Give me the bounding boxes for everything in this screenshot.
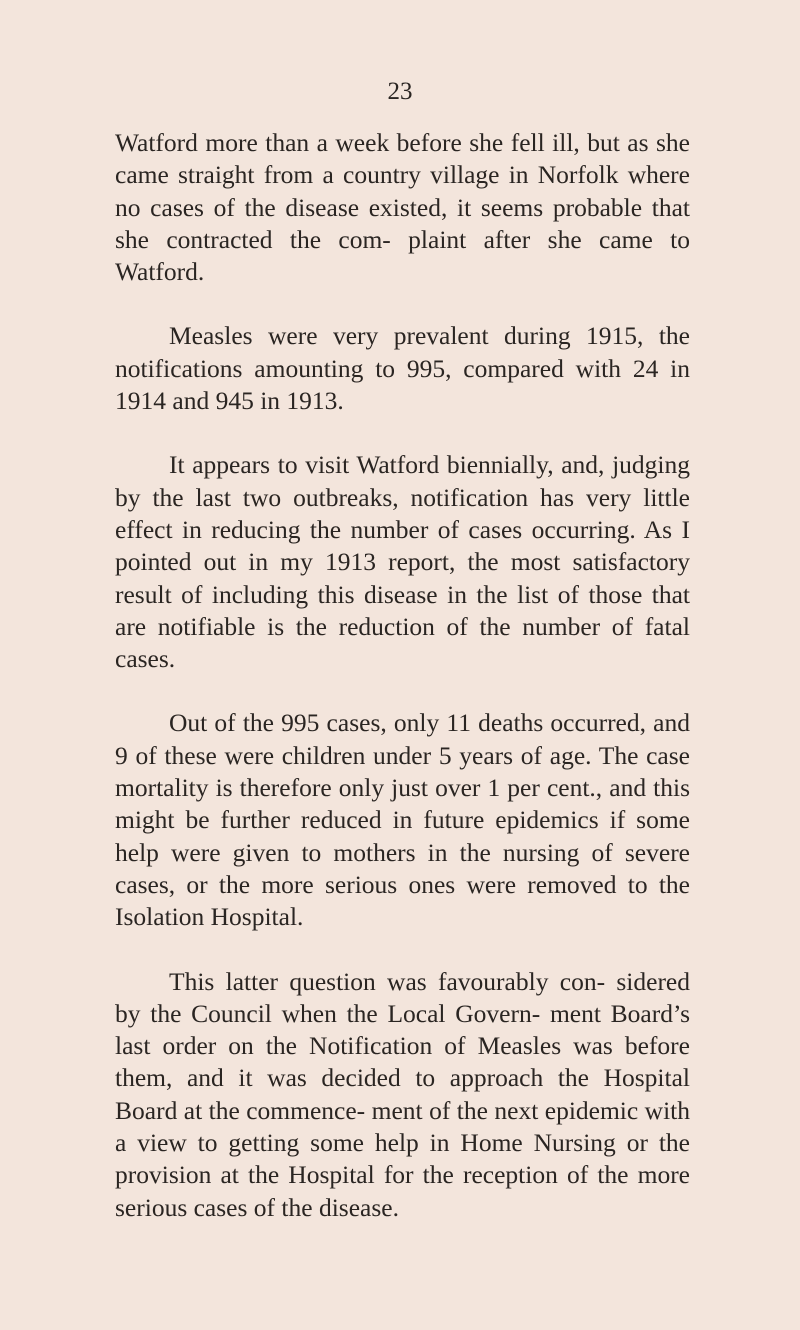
paragraph-5: This latter question was favourably con- sidered by the Council when the Local Govern- ment Board’s last order on the Notification of Measles was before them, and it was decided to approach the Hospital Board at the commence- ment of the next epidemic with a view to getting some help in Home Nursing or the provision at the Hospital for the reception of the more serious cases of the disease. <box>115 966 690 1222</box>
page-number: 23 <box>387 78 413 105</box>
paragraph-4: Out of the 995 cases, only 11 deaths occurred, and 9 of these were children under 5 years of age. The case mortality is therefore only just over 1 per cent., and this might be further reduced in future epidemics if some help were given to mothers in the nursing of severe cases, or the more serious ones were removed to the Isolation Hospital. <box>115 708 690 932</box>
paragraph-2: Measles were very prevalent during 1915, the notifications amounting to 995, compared with 24 in 1914 and 945 in 1913. <box>115 321 690 416</box>
paragraph-1: Watford more than a week before she fell ill, but as she came straight from a country village in Norfolk where no cases of the disease existed, it seems probable that she contracted the com- plaint after she came to Watford. <box>115 128 690 287</box>
body-text <box>115 127 690 1224</box>
paragraph-3: It appears to visit Watford biennially, and, judging by the last two outbreaks, notification has very little effect in reducing the number of cases occurring. As I pointed out in my 1913 report, the most satisfactory result of including this disease in the list of those that are notifiable is the reduction of the number of fatal cases. <box>115 450 690 674</box>
